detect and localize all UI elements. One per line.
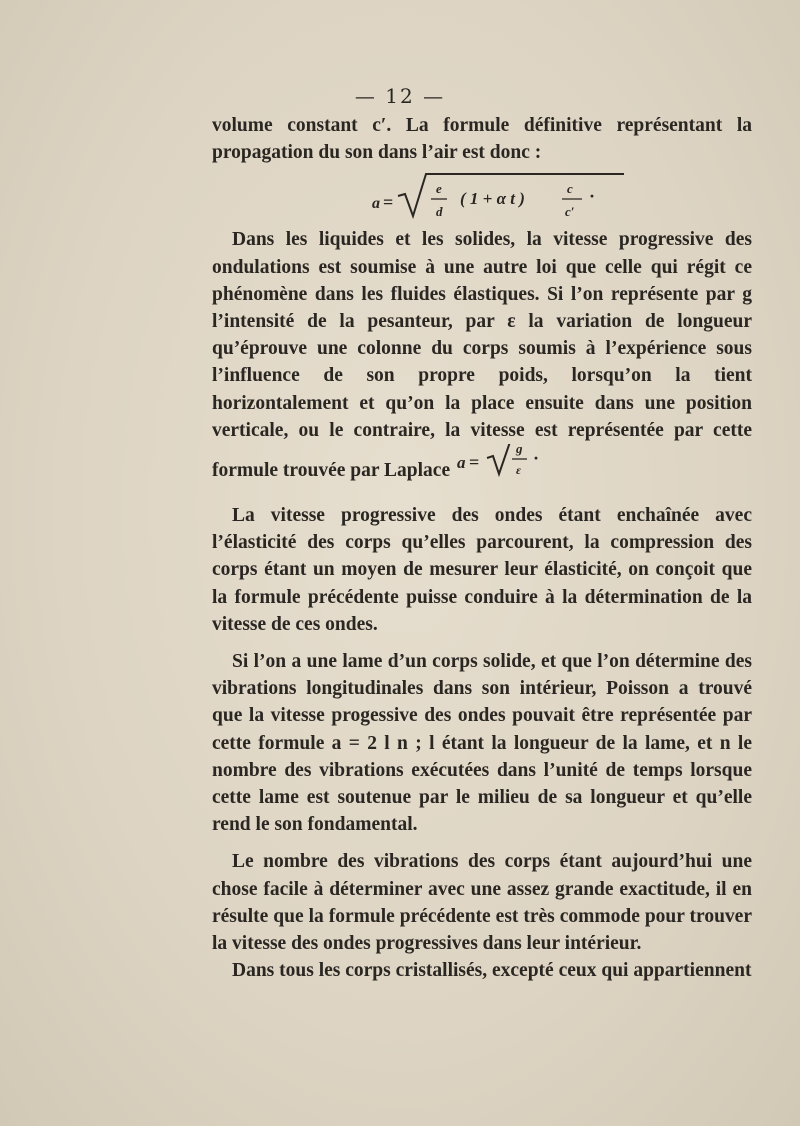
- paragraph-2: Dans les liquides et les solides, la vitesse progressive des ondulations est soumise à une autre loi que celle qui régit ce phénomène dans les fluides élastiques. Si l’on représente par g l’intensité de la pesanteur, par ε la variation de longueur qu’éprouve une colonne du corps soumis à l’expérience sous l’influence de son propre poids, lorsqu’on la tient horizontalement et qu’on la place ensuite dans une position verticale, ou le contraire, la vitesse est représentée par cette formule trouvée par Laplace a = g ε ·: [212, 226, 752, 492]
- page-number: — 12 —: [354, 84, 446, 108]
- formula2-end: ·: [533, 448, 540, 469]
- paragraph-4: Si l’on a une lame d’un corps solide, et que l’on détermine des vibrations longitudinales dans son intérieur, Poisson a trouvé que la vitesse progessive des ondes pouvait être représentée par cette formule a = 2 l n ; l étant la longueur de la lame, et n le nombre des vibrations exécutées dans l’unité de temps lorsque cette lame est soutenue par le milieu de sa longueur et qu’elle rend le son fondamental.: [212, 651, 752, 836]
- paragraph-3: La vitesse progressive des ondes étant enchaînée avec l’élasticité des corps qu’elles parcourent, la compression des corps étant un moyen de mesurer leur élasticité, on conçoit que la formule précédente puisse conduire à la détermination de la vitesse de ces ondes.: [212, 505, 752, 635]
- formula2-eq: =: [469, 452, 480, 473]
- formula2-lhs: a: [457, 453, 466, 473]
- formula2-num: g: [516, 444, 523, 457]
- paragraph-6: Dans tous les corps cristallisés, excepté ceux qui appartiennent: [232, 960, 752, 982]
- formula1-end: ·: [589, 186, 596, 207]
- formula1-lhs: a: [372, 195, 380, 213]
- paragraph-5: Le nombre des vibrations des corps étant aujourd’hui une chose facile à déterminer avec une assez grande exactitude, il en résulte que la formule précédente est très commode pour trouver la vitesse des ondes progressives dans leur intérieur.: [212, 851, 752, 955]
- formula1-num1: e: [436, 181, 442, 197]
- formula1-num2: c: [567, 181, 573, 197]
- paragraph-1: volume constant c′. La formule définitive représentant la propagation du son dans l’air est donc :: [212, 115, 752, 164]
- formula1-eq: =: [383, 192, 394, 213]
- formula1-den1: d: [436, 204, 443, 220]
- formula-laplace-svg: [455, 444, 545, 492]
- formula-sound-in-air: [212, 168, 752, 226]
- formula-laplace: [455, 444, 545, 492]
- formula1-den2: c′: [565, 204, 575, 220]
- formula2-den: ε: [516, 463, 521, 478]
- body-text: [212, 112, 752, 984]
- formula-sound-in-air-svg: [212, 168, 752, 226]
- formula1-paren: ( 1 + α t ): [460, 189, 525, 209]
